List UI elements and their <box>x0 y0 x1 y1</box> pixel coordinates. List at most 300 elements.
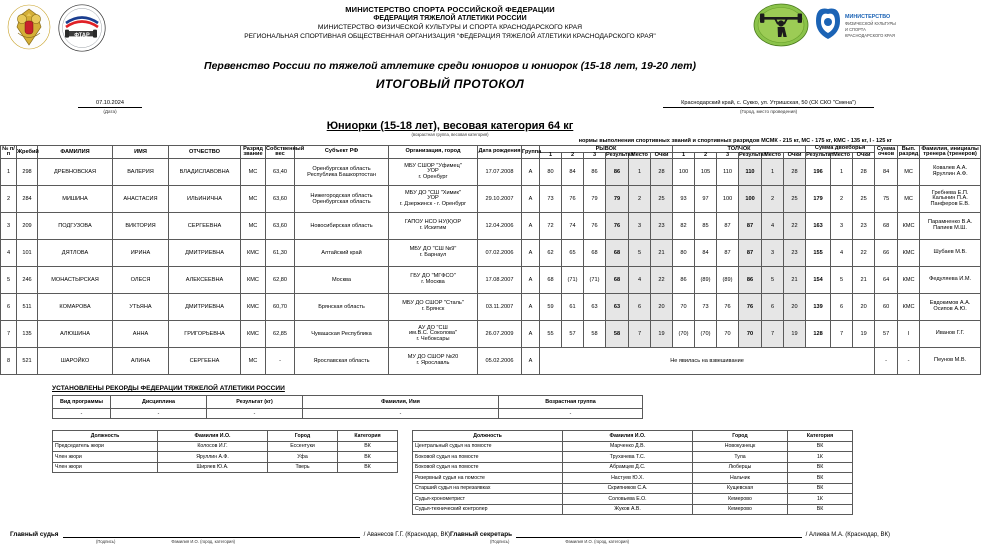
left-captions <box>10 539 450 544</box>
table-row[interactable] <box>53 409 643 419</box>
table-cell: 1К <box>788 494 853 505</box>
cell-cj-points: 25 <box>784 186 806 213</box>
cell-bodyweight: 63,60 <box>266 213 295 240</box>
cell-rank: КМС <box>241 267 266 294</box>
cell-birthdate: 07.02.2006 <box>478 240 522 267</box>
table-cell: - <box>53 409 111 419</box>
table-cell: Марченко Д.В. <box>563 441 693 452</box>
cell-birthdate: 03.11.2007 <box>478 294 522 321</box>
table-row[interactable] <box>1 294 981 321</box>
column-header: Фамилия И.О. <box>158 431 268 442</box>
cell-rank: КМС <box>241 294 266 321</box>
cell-no-show: Не явилась на взвешивание <box>540 348 875 375</box>
cell-bodyweight: 62,85 <box>266 321 295 348</box>
table-cell: ВК <box>788 462 853 473</box>
table-cell: Кущевская <box>693 483 788 494</box>
cell-cj-result: 100 <box>739 186 762 213</box>
table-cell: Центральный судья на помосте <box>413 441 563 452</box>
cell-rank-achieved: КМС <box>898 294 920 321</box>
cell-no: 5 <box>1 267 17 294</box>
cell-cj-2: 73 <box>695 294 717 321</box>
cell-cj-points: 23 <box>784 240 806 267</box>
cell-snatch-points: 23 <box>651 213 673 240</box>
table-cell: Новокузнецк <box>693 441 788 452</box>
cell-snatch-result: 86 <box>606 159 629 186</box>
cell-birthdate: 17.08.2007 <box>478 267 522 294</box>
cell-cj-2: 84 <box>695 240 717 267</box>
cell-rank: МС <box>241 348 266 375</box>
cell-coach: Парамненко В.А. Папиев М.Ш. <box>920 213 981 240</box>
table-cell: Тула <box>693 452 788 463</box>
cell-group: А <box>522 321 540 348</box>
table-row[interactable] <box>53 452 398 463</box>
cell-total-points: 21 <box>853 267 875 294</box>
cell-snatch-2: 61 <box>562 294 584 321</box>
column-header: Результат (кг) <box>207 396 303 409</box>
cell-organization: МБУ ДО СШОР "Сталь" г. Брянск <box>389 294 478 321</box>
cell-bodyweight: - <box>266 348 295 375</box>
jury-header-row <box>53 431 398 442</box>
cell-total-result: 128 <box>806 321 831 348</box>
cell-jersey: 284 <box>17 186 38 213</box>
regional-org-line: РЕГИОНАЛЬНАЯ СПОРТИВНАЯ ОБЩЕСТВЕННАЯ ОРГАНИЗАЦИЯ "ФЕДЕРАЦИЯ ТЯЖЕЛОЙ АТЛЕТИКИ КРАСНОДАРСКОГО КРАЯ" <box>244 33 656 40</box>
cell-snatch-result: 79 <box>606 186 629 213</box>
cell-total-result: 196 <box>806 159 831 186</box>
cell-firstname: ВИКТОРИЯ <box>113 213 169 240</box>
cell-region: Брянская область <box>295 294 389 321</box>
cell-snatch-place: 3 <box>629 213 651 240</box>
cell-firstname: УТЬЯНА <box>113 294 169 321</box>
cell-snatch-result: 63 <box>606 294 629 321</box>
cell-cj-1: 86 <box>673 267 695 294</box>
cell-organization: ГБУ ДО "МГФСО" г. Москва <box>389 267 478 294</box>
cell-cj-3: 100 <box>717 186 739 213</box>
cell-firstname: АННА <box>113 321 169 348</box>
cell-cj-1: 70 <box>673 294 695 321</box>
column-header: Дисциплина <box>111 396 207 409</box>
column-header: Город <box>693 431 788 442</box>
cell-group: А <box>522 240 540 267</box>
table-row[interactable] <box>1 213 981 240</box>
cell-jersey: 209 <box>17 213 38 240</box>
cell-total-result: 155 <box>806 240 831 267</box>
referees-header-row <box>413 431 853 442</box>
th-no: № п/п <box>2 146 15 157</box>
cell-total-place: 4 <box>831 240 853 267</box>
table-row[interactable] <box>413 473 853 484</box>
cell-rank: КМС <box>241 321 266 348</box>
table-row[interactable] <box>413 494 853 505</box>
cell-snatch-place: 6 <box>629 294 651 321</box>
venue-value: Краснодарский край, с. Сукко, ул. Утришская, 50 (СК СКО "Смена") <box>663 100 874 108</box>
table-cell: ВК <box>338 441 398 452</box>
cell-surname: ШАРОЙКО <box>38 348 113 375</box>
table-cell: ВК <box>788 504 853 515</box>
russia-coat-of-arms-icon <box>6 3 52 51</box>
cell-total-place: 3 <box>831 213 853 240</box>
krasnodar-ministry-emblem-icon <box>814 3 894 47</box>
th-snatch-2: 2 <box>562 153 584 159</box>
cell-no: 3 <box>1 213 17 240</box>
results-table-body <box>1 159 981 375</box>
th-cj-1: 1 <box>673 153 695 159</box>
table-row[interactable] <box>1 159 981 186</box>
date-block <box>78 100 142 114</box>
cell-snatch-1: 72 <box>540 213 562 240</box>
cell-patronymic: ДМИТРИЕВНА <box>169 294 241 321</box>
cell-organization: МБУ СШОР "Уфимец" УОР г. Оренбург <box>389 159 478 186</box>
cell-snatch-place: 4 <box>629 267 651 294</box>
cell-cj-3: 87 <box>717 213 739 240</box>
cell-cj-place: 7 <box>762 321 784 348</box>
cell-total-place: 6 <box>831 294 853 321</box>
qualification-norms: нормы выполнения спортивных званий и спортивных разрядов МСМК - 215 кг, МС - 175 кг, КМС - 135 кг, I - 125 кг <box>578 138 892 144</box>
column-header: Фамилия, Имя <box>303 396 499 409</box>
th-total-result: Результат <box>806 152 834 158</box>
table-cell: Судья-хронометрист <box>413 494 563 505</box>
table-cell: ВК <box>788 483 853 494</box>
cell-cj-place: 6 <box>762 294 784 321</box>
table-cell: ВК <box>788 473 853 484</box>
cell-cj-1: 80 <box>673 240 695 267</box>
table-row[interactable] <box>1 348 981 375</box>
th-firstname: ИМЯ <box>113 146 169 159</box>
cell-surname: КОМАРОВА <box>38 294 113 321</box>
cell-region: Нижегородская область Оренбургская область <box>295 186 389 213</box>
jury-body <box>53 441 398 473</box>
cell-snatch-result: 68 <box>606 267 629 294</box>
cell-firstname: ВАЛЕРИЯ <box>113 159 169 186</box>
column-header: Вид программы <box>53 396 111 409</box>
cell-cj-1: 100 <box>673 159 695 186</box>
table-cell: Колосов И.Г. <box>158 441 268 452</box>
th-cj-points: Очки <box>784 153 806 159</box>
cell-snatch-3: 68 <box>584 240 606 267</box>
cell-firstname: АЛИНА <box>113 348 169 375</box>
cell-patronymic: СЕРГЕЕНА <box>169 348 241 375</box>
table-cell: Ширяев Ю.А. <box>158 462 268 473</box>
cell-snatch-place: 7 <box>629 321 651 348</box>
th-cj-3: 3 <box>717 153 739 159</box>
cell-sum-points: 60 <box>875 294 898 321</box>
cell-no: 1 <box>1 159 17 186</box>
cell-total-result: 179 <box>806 186 831 213</box>
table-row[interactable] <box>53 462 398 473</box>
table-cell: Тверь <box>268 462 338 473</box>
signatures-section <box>0 529 900 538</box>
ministry-line: МИНИСТЕРСТВО СПОРТА РОССИЙСКОЙ ФЕДЕРАЦИИ <box>345 5 555 14</box>
cell-cj-2: (89) <box>695 267 717 294</box>
cell-group: А <box>522 159 540 186</box>
signature-captions <box>0 539 900 544</box>
records-header-row <box>53 396 643 409</box>
cell-jersey: 298 <box>17 159 38 186</box>
cell-sum-points: 64 <box>875 267 898 294</box>
cell-cj-result: 87 <box>739 213 762 240</box>
table-row[interactable] <box>1 240 981 267</box>
cell-cj-points: 28 <box>784 159 806 186</box>
cell-snatch-result: 58 <box>606 321 629 348</box>
th-snatch-3: 3 <box>584 153 606 159</box>
cell-firstname: ОЛЕСЯ <box>113 267 169 294</box>
weightlifter-emblem-icon <box>753 3 809 47</box>
cell-cj-points: 22 <box>784 213 806 240</box>
cell-cj-3: 70 <box>717 321 739 348</box>
cell-snatch-1: 68 <box>540 267 562 294</box>
cell-total-points: 20 <box>853 294 875 321</box>
cell-snatch-points: 28 <box>651 159 673 186</box>
cell-surname: ДЯТЛОВА <box>38 240 113 267</box>
th-snatch-result: Результат <box>606 152 634 158</box>
cell-snatch-place: 5 <box>629 240 651 267</box>
cell-rank: МС <box>241 159 266 186</box>
cell-no: 8 <box>1 348 17 375</box>
cell-rank-achieved: КМС <box>898 240 920 267</box>
cell-cj-result: 110 <box>739 159 762 186</box>
cell-snatch-points: 25 <box>651 186 673 213</box>
cell-firstname: ИРИНА <box>113 240 169 267</box>
cell-patronymic: ВЛАДИСЛАВОВНА <box>169 159 241 186</box>
cell-jersey: 511 <box>17 294 38 321</box>
cell-snatch-points: 20 <box>651 294 673 321</box>
cell-organization: АУ ДО "СШ им.В.С. Соколова" г. Чебоксары <box>389 321 478 348</box>
table-row[interactable] <box>413 441 853 452</box>
cell-snatch-2: 74 <box>562 213 584 240</box>
records-body <box>53 409 643 419</box>
table-row[interactable] <box>413 462 853 473</box>
jury-table <box>52 430 398 473</box>
table-cell: Резервный судья на помосте <box>413 473 563 484</box>
cell-rank: МС <box>241 186 266 213</box>
cell-cj-1: (70) <box>673 321 695 348</box>
cell-rank-achieved: МС <box>898 186 920 213</box>
th-birthdate: Дата рождения <box>478 146 522 159</box>
cell-cj-points: 21 <box>784 267 806 294</box>
cell-surname: ДРЕВНОВСКАЯ <box>38 159 113 186</box>
th-cj-place: Место <box>762 153 784 159</box>
cell-sum-points: - <box>875 348 898 375</box>
document-header <box>0 0 900 53</box>
cell-cj-3: 110 <box>717 159 739 186</box>
cell-snatch-1: 59 <box>540 294 562 321</box>
table-cell: Кемерово <box>693 494 788 505</box>
table-cell: - <box>499 409 643 419</box>
weight-category-caption: (возрастная группа, весовая категория) <box>411 132 489 137</box>
cell-birthdate: 12.04.2006 <box>478 213 522 240</box>
referees-table <box>412 430 853 515</box>
cell-total-points: 25 <box>853 186 875 213</box>
cell-group: А <box>522 186 540 213</box>
cell-group: А <box>522 348 540 375</box>
cell-cj-3: 87 <box>717 240 739 267</box>
table-cell: Люберцы <box>693 462 788 473</box>
chief-referee-name: / Аванесов Г.Г. (Краснодар, ВК) <box>363 532 450 538</box>
cell-patronymic: ДМИТРИЕВНА <box>169 240 241 267</box>
cell-surname: МОНАСТЫРСКАЯ <box>38 267 113 294</box>
cell-sum-points: 84 <box>875 159 898 186</box>
cell-patronymic: СЕРГЕЕВНА <box>169 213 241 240</box>
table-row[interactable] <box>413 483 853 494</box>
cell-bodyweight: 63,60 <box>266 186 295 213</box>
date-caption: (Дата) <box>103 109 117 114</box>
federation-logo-icon <box>56 3 108 53</box>
table-row[interactable] <box>413 504 853 515</box>
krai-ministry-line: МИНИСТЕРСТВО ФИЗИЧЕСКОЙ КУЛЬТУРЫ И СПОРТА КРАСНОДАРСКОГО КРАЯ <box>317 24 583 31</box>
table-row[interactable] <box>1 321 981 348</box>
cell-snatch-2: (71) <box>562 267 584 294</box>
left-emblems <box>6 3 156 53</box>
cell-organization: МБУ ДО "СШ №9" г. Барнаул <box>389 240 478 267</box>
cell-total-place: 2 <box>831 186 853 213</box>
cell-coach: Ковалев А.А. Яруллин А.Ф. <box>920 159 981 186</box>
cell-organization: МУ ДО СШОР №20 г. Ярославль <box>389 348 478 375</box>
results-table <box>0 145 981 375</box>
cell-cj-place: 2 <box>762 186 784 213</box>
cell-cj-place: 5 <box>762 267 784 294</box>
th-total-place: Место <box>831 153 853 159</box>
cell-cj-1: 82 <box>673 213 695 240</box>
cell-region: Ярославская область <box>295 348 389 375</box>
th-snatch: РЫВОК <box>540 146 673 153</box>
cell-total-place: 1 <box>831 159 853 186</box>
th-cj-result: Результат <box>739 152 767 158</box>
table-cell: Уфа <box>268 452 338 463</box>
date-value: 07.10.2024 <box>78 100 142 108</box>
venue-caption: (Город, место проведения) <box>739 109 798 114</box>
cell-cj-result: 87 <box>739 240 762 267</box>
cell-snatch-points: 21 <box>651 240 673 267</box>
cell-total-result: 163 <box>806 213 831 240</box>
svg-text:КРАСНОДАРСКОГО КРАЯ: КРАСНОДАРСКОГО КРАЯ <box>845 33 895 38</box>
table-cell: Член жюри <box>53 462 158 473</box>
cell-snatch-2: 76 <box>562 186 584 213</box>
table-cell: Жуков А.В. <box>563 504 693 515</box>
th-cj-2: 2 <box>695 153 717 159</box>
cell-rank-achieved: - <box>898 348 920 375</box>
cell-snatch-2: 65 <box>562 240 584 267</box>
cell-snatch-place: 1 <box>629 159 651 186</box>
chief-secretary-signature <box>450 529 890 538</box>
cell-region: Чувашская Республика <box>295 321 389 348</box>
column-header: Должность <box>53 431 158 442</box>
cell-snatch-points: 19 <box>651 321 673 348</box>
cell-birthdate: 26.07.2009 <box>478 321 522 348</box>
table-cell: ВК <box>338 462 398 473</box>
right-emblems <box>744 3 894 47</box>
column-header: Возрастная группа <box>499 396 643 409</box>
cell-cj-2: 105 <box>695 159 717 186</box>
cell-rank-achieved: I <box>898 321 920 348</box>
cell-snatch-1: 62 <box>540 240 562 267</box>
cell-jersey: 135 <box>17 321 38 348</box>
column-header: Категория <box>338 431 398 442</box>
cell-no: 6 <box>1 294 17 321</box>
table-cell: Скрипников С.А. <box>563 483 693 494</box>
table-row[interactable] <box>1 186 981 213</box>
cell-cj-result: 86 <box>739 267 762 294</box>
svg-text:ФТАР: ФТАР <box>74 32 90 39</box>
table-cell: - <box>303 409 499 419</box>
cell-firstname: АНАСТАСИЯ <box>113 186 169 213</box>
chief-secretary-name: / Алиева М.А. (Краснодар, ВК) <box>805 532 890 538</box>
cell-cj-3: 76 <box>717 294 739 321</box>
cell-snatch-3: (71) <box>584 267 606 294</box>
cell-total-result: 154 <box>806 267 831 294</box>
cell-coach: Пеунов М.В. <box>920 348 981 375</box>
table-cell: Кемерово <box>693 504 788 515</box>
th-rank: Разряд звание <box>241 146 266 159</box>
svg-text:ФИЗИЧЕСКОЙ КУЛЬТУРЫ: ФИЗИЧЕСКОЙ КУЛЬТУРЫ <box>845 21 896 26</box>
cell-patronymic: ИЛЬИНИЧНА <box>169 186 241 213</box>
table-cell: Соловьева Е.О. <box>563 494 693 505</box>
th-region: Субъект РФ <box>295 146 389 159</box>
cell-sum-points: 57 <box>875 321 898 348</box>
cell-cj-place: 1 <box>762 159 784 186</box>
chief-secretary-line <box>516 529 802 538</box>
cell-no: 7 <box>1 321 17 348</box>
cell-organization: ГАПОУ НСО НУ(К)ОР г. Искитим <box>389 213 478 240</box>
table-row[interactable] <box>1 267 981 294</box>
cell-bodyweight: 60,70 <box>266 294 295 321</box>
th-bodyweight: Собственный вес <box>266 146 305 157</box>
table-row[interactable] <box>413 452 853 463</box>
cell-snatch-1: 80 <box>540 159 562 186</box>
cell-snatch-1: 73 <box>540 186 562 213</box>
cell-bodyweight: 63,40 <box>266 159 295 186</box>
cell-cj-result: 76 <box>739 294 762 321</box>
chief-secretary-label: Главный секретарь <box>450 531 513 538</box>
table-cell: Боковой судья на помосте <box>413 452 563 463</box>
cell-total-points: 23 <box>853 213 875 240</box>
cell-surname: АЛЮШИНА <box>38 321 113 348</box>
cell-rank: КМС <box>241 240 266 267</box>
cell-sum-points: 68 <box>875 213 898 240</box>
cell-snatch-1: 55 <box>540 321 562 348</box>
cell-sum-points: 66 <box>875 240 898 267</box>
cell-rank-achieved: МС <box>898 159 920 186</box>
th-patronymic: ОТЧЕСТВО <box>169 146 241 159</box>
column-header: Город <box>268 431 338 442</box>
table-cell: 1К <box>788 452 853 463</box>
table-row[interactable] <box>53 441 398 452</box>
cell-snatch-3: 86 <box>584 159 606 186</box>
venue-block <box>663 100 874 114</box>
cell-jersey: 521 <box>17 348 38 375</box>
cell-no: 2 <box>1 186 17 213</box>
table-cell: Судья-технический контролер <box>413 504 563 515</box>
cell-total-points: 28 <box>853 159 875 186</box>
cell-no: 4 <box>1 240 17 267</box>
th-sum-points: Сумма очков <box>875 146 898 159</box>
cell-snatch-3: 76 <box>584 213 606 240</box>
cell-surname: МИШИНА <box>38 186 113 213</box>
officials-section <box>0 430 900 515</box>
cell-snatch-result: 68 <box>606 240 629 267</box>
document-type-title: ИТОГОВЫЙ ПРОТОКОЛ <box>375 77 525 91</box>
cell-group: А <box>522 294 540 321</box>
cell-rank: МС <box>241 213 266 240</box>
cell-jersey: 246 <box>17 267 38 294</box>
table-cell: Боковой судья на помосте <box>413 462 563 473</box>
cell-birthdate: 05.02.2006 <box>478 348 522 375</box>
cell-group: А <box>522 213 540 240</box>
th-jersey: Жребий <box>17 146 38 159</box>
table-cell: Ессентуки <box>268 441 338 452</box>
federation-line: ФЕДЕРАЦИЯ ТЯЖЕЛОЙ АТЛЕТИКИ РОССИИ <box>373 15 527 22</box>
cell-rank-achieved: КМС <box>898 267 920 294</box>
th-surname: ФАМИЛИЯ <box>38 146 113 159</box>
cell-bodyweight: 61,30 <box>266 240 295 267</box>
